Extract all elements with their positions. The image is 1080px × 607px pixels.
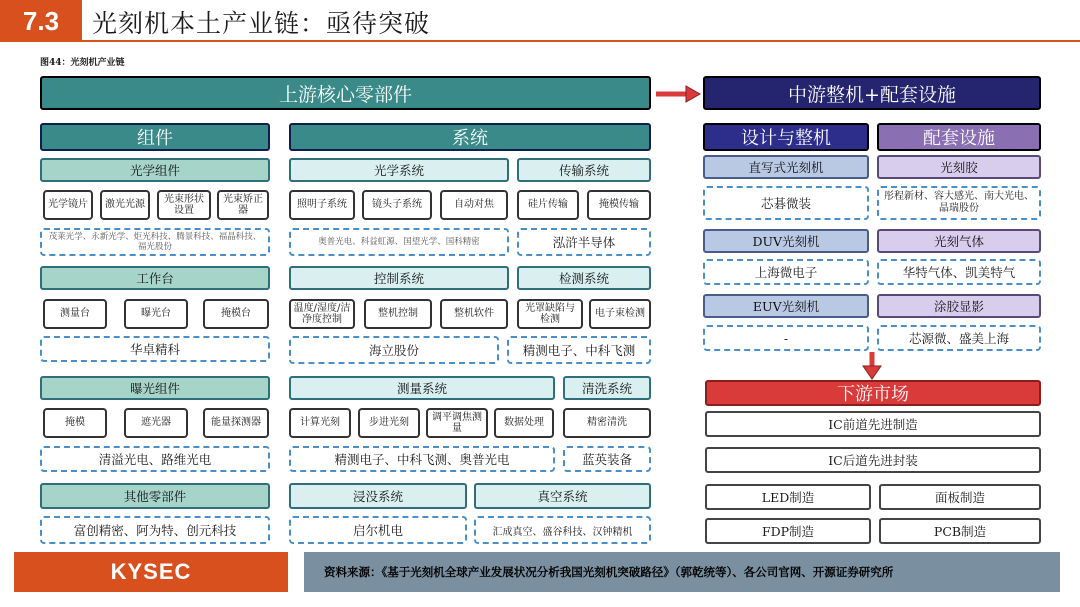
worktable-title: 工作台 [40, 266, 270, 290]
facilities-header: 配套设施 [877, 123, 1041, 151]
cleaning-system-title: 清洗系统 [563, 376, 651, 400]
facility-title: 涂胶显影 [877, 294, 1041, 318]
transfer-system-companies: 泓浒半导体 [517, 228, 651, 256]
vacuum-system-title: 真空系统 [474, 483, 651, 509]
inspection-system-title: 检测系统 [517, 266, 651, 290]
facility-companies: 华特气体、凯美特气 [877, 259, 1041, 285]
other-parts-companies: 富创精密、阿为特、创元科技 [40, 516, 270, 544]
system-item: 掩模传输 [587, 190, 651, 220]
control-system-companies: 海立股份 [289, 336, 499, 364]
machine-companies: 上海微电子 [703, 259, 869, 285]
design-machine-header: 设计与整机 [703, 123, 869, 151]
page-title: 光刻机本土产业链：亟待突破 [92, 9, 431, 38]
optical-components-title: 光学组件 [40, 158, 270, 182]
inspection-system-companies: 精测电子、中科飞测 [507, 336, 651, 364]
optical-system-companies: 奥普光电、科益虹源、国望光学、国科精密 [289, 228, 509, 256]
machine-companies: - [703, 325, 869, 351]
market-item: LED制造 [705, 484, 871, 510]
measurement-system-companies: 精测电子、中科飞测、奥普光电 [289, 446, 555, 472]
immersion-system-companies: 启尔机电 [289, 516, 467, 544]
component-item: 掩模台 [203, 299, 269, 329]
downstream-header: 下游市场 [705, 380, 1041, 406]
system-item: 整机控制 [364, 299, 432, 329]
market-item: IC前道先进制造 [705, 411, 1041, 437]
components-header: 组件 [40, 123, 270, 151]
system-item: 步进光刻 [358, 408, 420, 438]
system-item: 调平调焦测量 [426, 408, 488, 438]
system-item: 温度/湿度/洁净度控制 [289, 299, 355, 329]
measurement-system-title: 测量系统 [289, 376, 555, 400]
machine-title: EUV光刻机 [703, 294, 869, 318]
component-item: 光束矫正器 [217, 190, 269, 220]
exposure-components-companies: 清溢光电、路维光电 [40, 446, 270, 472]
optical-system-title: 光学系统 [289, 158, 509, 182]
component-item: 能量探测器 [203, 408, 269, 438]
component-item: 测量台 [43, 299, 107, 329]
figure-caption: 图44：光刻机产业链 [40, 58, 125, 68]
immersion-system-title: 浸没系统 [289, 483, 467, 509]
system-item: 整机软件 [440, 299, 508, 329]
source-note: 资料来源：《基于光刻机全球产业发展状况分析我国光刻机突破路径》（郭乾统等）、各公司官网、开源证券研究所 [304, 552, 1060, 592]
market-item: 面板制造 [879, 484, 1041, 510]
arrow-down-icon [860, 352, 884, 380]
facility-companies: 芯源微、盛美上海 [877, 325, 1041, 351]
facility-companies: 彤程新材、容大感光、南大光电、晶瑞股份 [877, 186, 1041, 220]
transfer-system-title: 传输系统 [517, 158, 651, 182]
system-item: 照明子系统 [289, 190, 355, 220]
system-item: 光罩缺陷与检测 [517, 299, 583, 329]
market-item: IC后道先进封装 [705, 447, 1041, 473]
system-item: 数据处理 [494, 408, 554, 438]
upstream-banner: 上游核心零部件 [40, 76, 651, 110]
worktable-companies: 华卓精科 [40, 336, 270, 362]
facility-title: 光刻胶 [877, 155, 1041, 179]
vacuum-system-companies: 汇成真空、盛谷科技、汉钟精机 [474, 516, 651, 544]
component-item: 遮光器 [124, 408, 188, 438]
arrow-right-icon [654, 84, 702, 104]
system-item: 精密清洗 [563, 408, 651, 438]
market-item: PCB制造 [879, 518, 1041, 544]
system-item: 自动对焦 [440, 190, 508, 220]
system-item: 电子束检测 [589, 299, 651, 329]
other-parts-title: 其他零部件 [40, 483, 270, 509]
system-item: 计算光刻 [289, 408, 351, 438]
exposure-components-title: 曝光组件 [40, 376, 270, 400]
midstream-banner: 中游整机+配套设施 [703, 76, 1041, 110]
facility-title: 光刻气体 [877, 229, 1041, 253]
component-item: 光学镜片 [43, 190, 93, 220]
cleaning-system-companies: 蓝英装备 [563, 446, 651, 472]
machine-companies: 芯碁微装 [703, 186, 869, 220]
component-item: 曝光台 [124, 299, 188, 329]
section-number: 7.3 [0, 0, 82, 42]
header-divider [82, 40, 1080, 42]
systems-header: 系统 [289, 123, 651, 151]
component-item: 掩模 [43, 408, 107, 438]
market-item: FDP制造 [705, 518, 871, 544]
system-item: 硅片传输 [517, 190, 579, 220]
optical-components-companies: 茂莱光学、永新光学、炬光科技、腾景科技、福晶科技、福光股份 [40, 228, 270, 256]
machine-title: DUV光刻机 [703, 229, 869, 253]
control-system-title: 控制系统 [289, 266, 509, 290]
machine-title: 直写式光刻机 [703, 155, 869, 179]
component-item: 光束形状设置 [157, 190, 211, 220]
system-item: 镜头子系统 [362, 190, 432, 220]
kysec-logo: KYSEC [14, 552, 288, 592]
component-item: 激光光源 [100, 190, 150, 220]
